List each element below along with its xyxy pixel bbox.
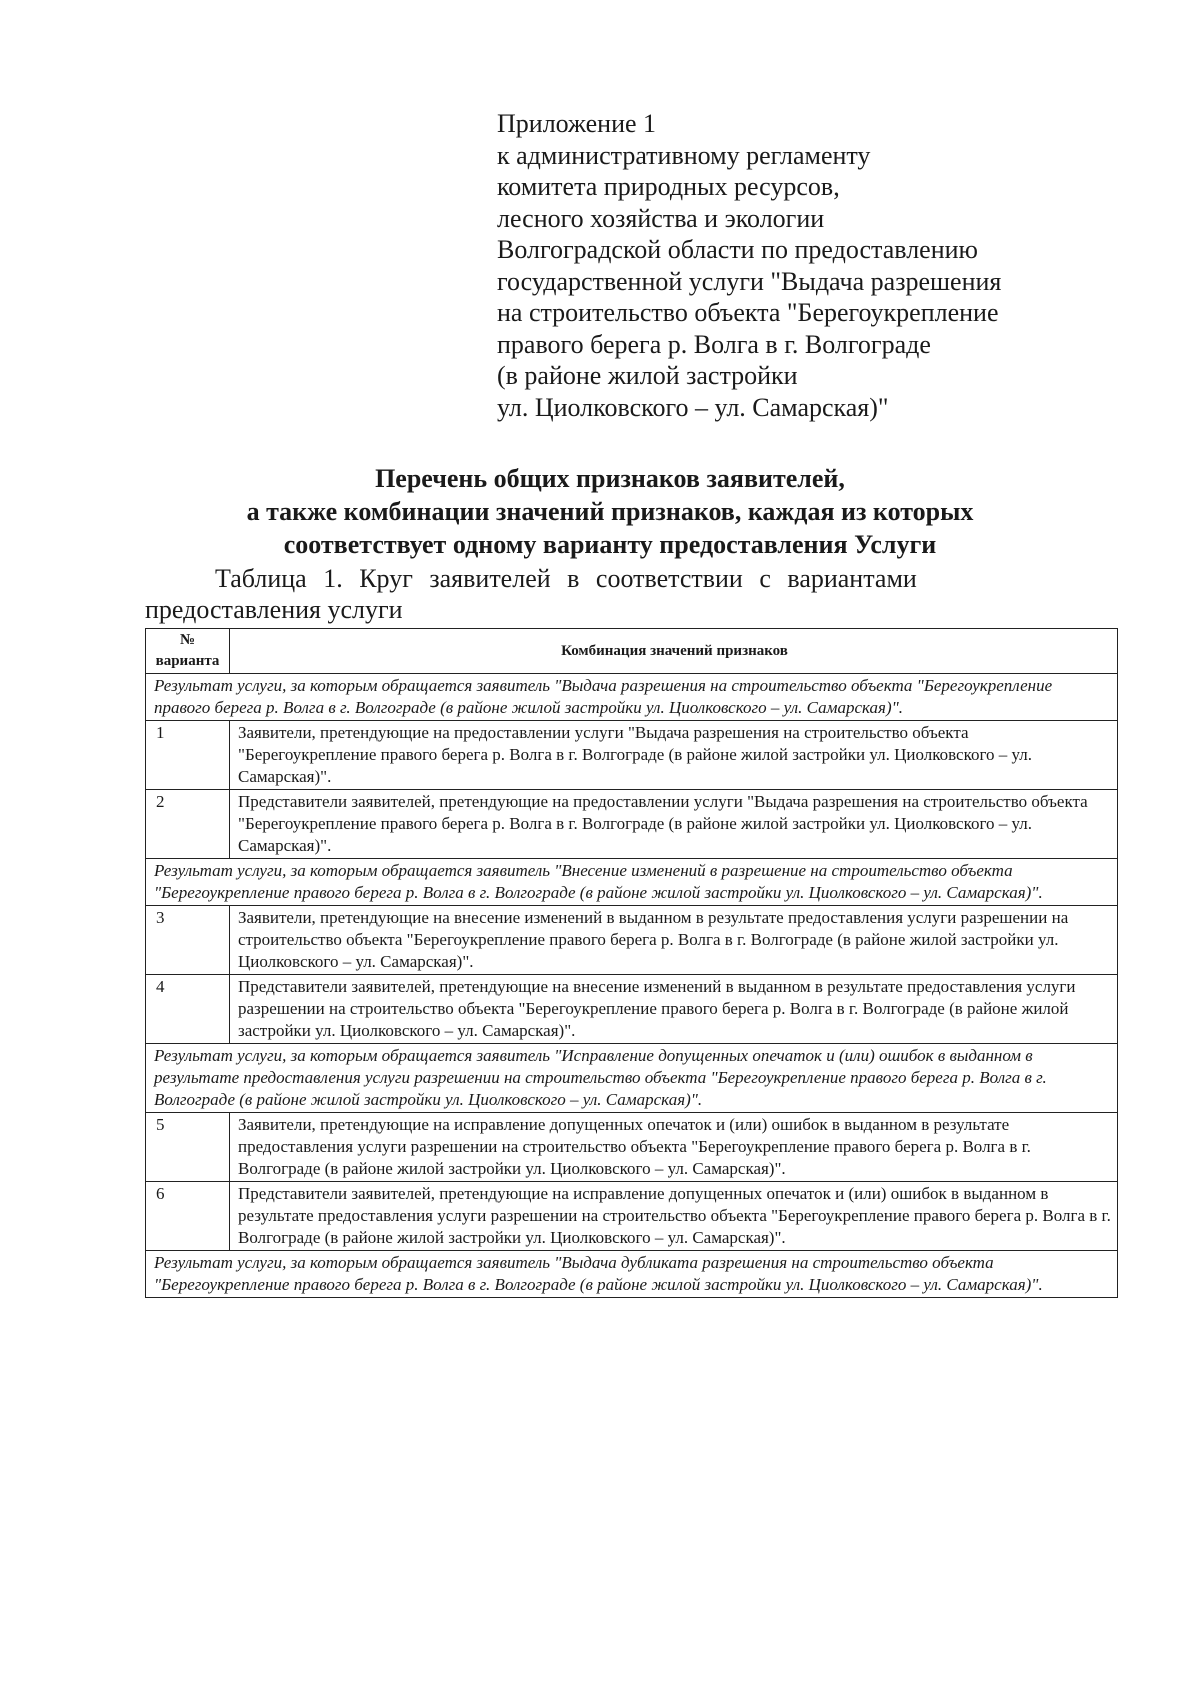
appendix-line: комитета природных ресурсов,	[497, 172, 840, 201]
appendix-line: государственной услуги "Выдача разрешения	[497, 266, 1002, 296]
result-description: Результат услуги, за которым обращается заявитель "Выдача дубликата разрешения на строительство объекта "Берегоукрепление правого берега р. Волга в г. Волгограде (в районе жилой застройки ул. Циолковского – ул. Самарская)".	[146, 1251, 1118, 1298]
appendix-line: лесного хозяйства и экологии	[497, 203, 825, 233]
result-row	[146, 1251, 1118, 1298]
header-combination: Комбинация значений признаков	[230, 629, 1118, 674]
variant-number: 2	[146, 790, 230, 859]
appendix-line: Волгоградской области по предоставлению	[497, 235, 978, 264]
result-description: Результат услуги, за которым обращается заявитель "Внесение изменений в разрешение на строительство объекта "Берегоукрепление правого берега р. Волга в г. Волгограде (в районе жилой застройки ул. Циолковского – ул. Самарская)".	[146, 859, 1118, 906]
appendix-block	[497, 108, 1137, 423]
appendix-line: (в районе жилой застройки	[497, 361, 798, 390]
appendix-line: к административному регламенту	[497, 140, 871, 170]
title-line: Перечень общих признаков заявителей,	[375, 464, 845, 493]
variant-number: 1	[146, 721, 230, 790]
appendix-line: правого берега р. Волга в г. Волгограде	[497, 329, 931, 359]
table-row	[146, 906, 1118, 975]
result-row	[146, 674, 1118, 721]
table-caption	[145, 563, 1075, 625]
caption-line-1: Таблица 1. Круг заявителей в соответствии с вариантами	[215, 564, 917, 593]
variant-description: Представители заявителей, претендующие на внесение изменений в выданном в результате предоставления услуги разрешении на строительство объекта "Берегоукрепление правого берега р. Волга в г. Волгограде (в районе жилой застройки ул. Циолковского – ул. Самарская)".	[230, 975, 1118, 1044]
variant-number: 4	[146, 975, 230, 1044]
result-description: Результат услуги, за которым обращается заявитель "Исправление допущенных опечаток и (или) ошибок в выданном в результате предоставления услуги разрешении на строительство объекта "Берегоукрепление правого берега р. Волга в г. Волгограде (в районе жилой застройки ул. Циолковского – ул. Самарская)".	[146, 1044, 1118, 1113]
variant-number: 5	[146, 1113, 230, 1182]
table-row	[146, 790, 1118, 859]
variant-description: Заявители, претендующие на исправление допущенных опечаток и (или) ошибок в выданном в результате предоставления услуги разрешении на строительство объекта "Берегоукрепление правого берега р. Волга в г. Волгограде (в районе жилой застройки ул. Циолковского – ул. Самарская)".	[230, 1113, 1118, 1182]
variant-description: Представители заявителей, претендующие на предоставлении услуги "Выдача разрешения на строительство объекта "Берегоукрепление правого берега р. Волга в г. Волгограде (в районе жилой застройки ул. Циолковского – ул. Самарская)".	[230, 790, 1118, 859]
result-row	[146, 859, 1118, 906]
appendix-line: на строительство объекта "Берегоукрепление	[497, 298, 999, 327]
applicants-table	[145, 628, 1118, 1298]
header-variant-number: № варианта	[146, 629, 230, 674]
title-line: соответствует одному варианту предоставления Услуги	[283, 530, 937, 559]
table-row	[146, 975, 1118, 1044]
caption-line-2: предоставления услуги	[145, 595, 403, 624]
table-row	[146, 1182, 1118, 1251]
variant-number: 3	[146, 906, 230, 975]
result-description: Результат услуги, за которым обращается заявитель "Выдача разрешения на строительство объекта "Берегоукрепление правого берега р. Волга в г. Волгограде (в районе жилой застройки ул. Циолковского – ул. Самарская)".	[146, 674, 1118, 721]
table-row	[146, 1113, 1118, 1182]
document-title	[130, 462, 1090, 561]
table-header-row	[146, 629, 1118, 674]
variant-description: Представители заявителей, претендующие на исправление допущенных опечаток и (или) ошибок в выданном в результате предоставления услуги разрешении на строительство объекта "Берегоукрепление правого берега р. Волга в г. Волгограде (в районе жилой застройки ул. Циолковского – ул. Самарская)".	[230, 1182, 1118, 1251]
variant-description: Заявители, претендующие на внесение изменений в выданном в результате предоставления услуги разрешении на строительство объекта "Берегоукрепление правого берега р. Волга в г. Волгограде (в районе жилой застройки ул. Циолковского – ул. Самарская)".	[230, 906, 1118, 975]
table-row	[146, 721, 1118, 790]
appendix-line: Приложение 1	[497, 109, 657, 138]
appendix-line: ул. Циолковского – ул. Самарская)"	[497, 392, 889, 422]
variant-description: Заявители, претендующие на предоставлении услуги "Выдача разрешения на строительство объекта "Берегоукрепление правого берега р. Волга в г. Волгограде (в районе жилой застройки ул. Циолковского – ул. Самарская)".	[230, 721, 1118, 790]
title-line: а также комбинации значений признаков, каждая из которых	[246, 497, 974, 526]
result-row	[146, 1044, 1118, 1113]
variant-number: 6	[146, 1182, 230, 1251]
